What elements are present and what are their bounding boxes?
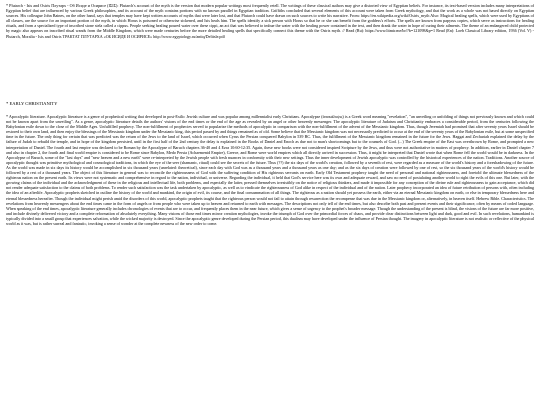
- document-page: [6, 3, 534, 404]
- spacer: [6, 107, 534, 114]
- plutarch-paragraph: * Plutarch - Isis and Osiris Плутарх - Об Исиде и Осирисе (ΙΣΙΣ): Plutarch's account of the myth is the version that modern popular writings most frequently retell. The writings of these classical authors may give a distorted view of Egyptian beliefs. For instance, its text-based version includes many interpretations of Egyptian belief that are influenced by various Greek philosophies, and its account of the myth contains portions with no known parallel in Egyptian tradition. Griffiths concluded that several elements of this account were taken from Greek mythology, and that the work as a whole was not based directly on Egyptian sources. His colleague John Baines, on the other hand, says that temples may have kept written accounts of myths that were later lost, and that Plutarch could have drawn on such sources to write his narrative. From: https://en.wikipedia.org/wiki/Osiris_myth Also: Magical healing spells, which were used by Egyptians of all classes, are the source for an important portion of the myth, in which Horus is poisoned or otherwise sickened, and Isis heals him. The spells identify a sick person with Horus so that he or she can benefit from the goddess's efforts. The spells are known from papyrus copies, which serve as instructions for healing rituals, and from a specialized type of inscribed stone stela called a cippus. People seeking healing poured water over these cippi, an act that was believed to imbue the water with the healing power contained in the text, and then drank the water in hope of curing their ailments. The theme of an endangered child protected by magic also appears on inscribed ritual wands from the Middle Kingdom, which were made centuries before the more detailed healing spells that specifically connect this theme with the Osiris myth. // Read (Ru): https://www.litmir.me/br/?b=121098&p=1 Read (En): Loeb Classical Library edition, 1936 (Vol. V) - Plutarch, Moralia - Isis and Osiris ТРАКТАТ ПЛУТАРХА «ОБ ИСИДЕ И ОСИРИСЕ» http://www.egyptology.ru/antiq/Delitsle.pdf: [6, 3, 534, 39]
- spacer: [6, 89, 534, 101]
- section-heading: * EARLY CHRISTIANITY: [6, 101, 58, 106]
- apocalyptic-paragraph: * Apocalyptic literature. Apocalyptic literature is a genre of prophetical writing that developed in post-Exilic Jewish culture and was popular among millennialist early Christians. Apocalypse (ἀποκάλυψις) is a Greek word meaning "revelation", "an unveiling or unfolding of things not previously known and which could not be known apart from the unveiling". As a genre, apocalyptic literature details the authors' visions of the end times or the end of the age as revealed by an angel or other heavenly messenger. The apocalyptic literature of Judaism and Christianity embraces a considerable period, from the centuries following the Babylonian exile down to the close of the Middle Ages. Unfulfilled prophecy. The non-fulfillment of prophecies served to popularize the methods of apocalyptic in comparison with the non-fulfillment of the advent of the Messianic kingdom. Thus, though Jeremiah had promised that after seventy years Israel should be restored to their own land, and then enjoy the blessings of the Messianic kingdom under the Messianic king, this period passed by and things remained as of old. Some believe that the Messianic kingdom was not necessarily predicted to occur at the end of the seventy years of the Babylonian exile, but at some unspecified time in the future. The only thing for certain that was predicted was the return of the Jews to the land of Israel, which occurred when Cyrus the Persian conquered Babylon in 539 BC. Thus, the fulfillment of the Messianic kingdom remained in the future for the Jews. Haggai and Zechariah explained the delay by the failure of Judah to rebuild the temple, and in hope of the kingdom persisted, until in the first half of the 2nd century the delay is explained in the Books of Daniel and Enoch as due not to man's shortcomings but to the counsels of God. (...) The Greek empire of the East was overthrown by Rome, and prompted a new interpretation of Daniel. The fourth and last empire was declared to be Roman by the Apocalypse of Baruch chapters 36-40 and 4 Ezra 10:60-12:35. Again, these new books were not considered inspired Scripture by the Jews, and thus were not authoritative in matters of prophecy. In addition, earlier in Daniel chapter 7 and also in chapter 2, the fourth and final world empire is considered to be Rome since Babylon, Medo Persia (Achaemenid Empire), Greece, and Rome were world empires which all directly arrived in succession. Thus, it might be interpreted that Daniel wrote that when Rome fell the world would be in darkness. In the Apocalypse of Baruch, some of the "last days" and "new heaven and a new earth" were re-interpreted by the Jewish people with fresh nuances in conformity with their new settings. Thus the inner development of Jewish apocalyptic was controlled by the historical experiences of the nation. Traditions. Another source of apocalyptic thought was primitive mythological and cosmological traditions, in which the eye of the seer (shamanic, ritual) could see the secrets of the future. Thus (??) the six days of the world's creation, followed by a seventh of rest, were regarded as a measure of the world's history and a foreshadowing of the future. As the world was made in six days its history would be accomplished in six thousand years (unrelated: theoretical), since each day with God was as a thousand years and a thousand years as one day; and as the six days of creation were followed by one of rest, so the six thousand years of the world's history would be followed by a rest of a thousand years. The object of this literature in general was to reconcile the righteousness of God with the suffering condition of His righteous servants on earth. Early Old Testament prophecy taught the need of personal and national righteousness, and foretold the ultimate blessedness of the righteous nation on the present earth. Its views were not systematic and comprehensive in regard to the nation, individual, or universe. Regarding the individual, it held that God's service here was its own and adequate reward, and saw no need of postulating another world to right the evils of this one. But later, with the growing claims of the individual and the acknowledgment of these in the religious and intellectual life, both problems, and especially the latter, pressed themselves irresistibly on the notice of religious thinkers, and made it impossible for any conception of the divine rule and righteousness to gain acceptance, which did not render adequate satisfaction to the claims of both problems. To render such satisfaction was the task undertaken by apocalyptic, as well as to vindicate the righteousness of God alike in respect of the individual and of the nation. Later prophecy incorporated an idea of future retribution of persons with, often including the idea of an afterlife. Apocalyptic prophets sketched in outline the history of the world and mankind, the origin of evil, its course, and the final consummation of all things. The righteous as a nation should yet possess the earth, either via an eternal Messianic kingdom on earth, or else in temporary blessedness here and eternal blessedness hereafter. Though the individual might perish amid the disorders of this world, apocalyptic prophets taught that the righteous person would not fail to attain through resurrection the recompense that was due in the Messianic kingdom or, alternatively, in heaven itself. Hebrew Bible. Characteristics. The revelations from heavenly messengers about the end times came in the form of angels or from people who were taken up to heaven and returned to earth with messages. The descriptions not only tell of the end times, but also describe both past and present events and their significance, often by means of coded language. When speaking of the end times, apocalyptic literature generally includes chronologies of events that are to occur, and frequently places them in the near future, which gives a sense of urgency to the prophet's broader message. Though the understanding of the present is blind, the visions of the future are far more positive, and include divinely delivered victory and a complete reformation of absolutely everything. Many visions of those end times mirror creation mythologies, invoke the triumph of God over the primordial forces of chaos, and provide clear distinctions between light and dark, good and evil. In such revelations, humankind is typically divided into a small group that experiences salvation, while the wicked majority is destroyed. Since the apocalyptic genre developed during the Persian period, this dualism may have developed under the influence of Persian thought. The imagery in apocalyptic literature is not realistic or reflective of the physical world as it was, but is rather surreal and fantastic, invoking a sense of wonder at the complete newness of the new order to come.: [6, 114, 534, 226]
